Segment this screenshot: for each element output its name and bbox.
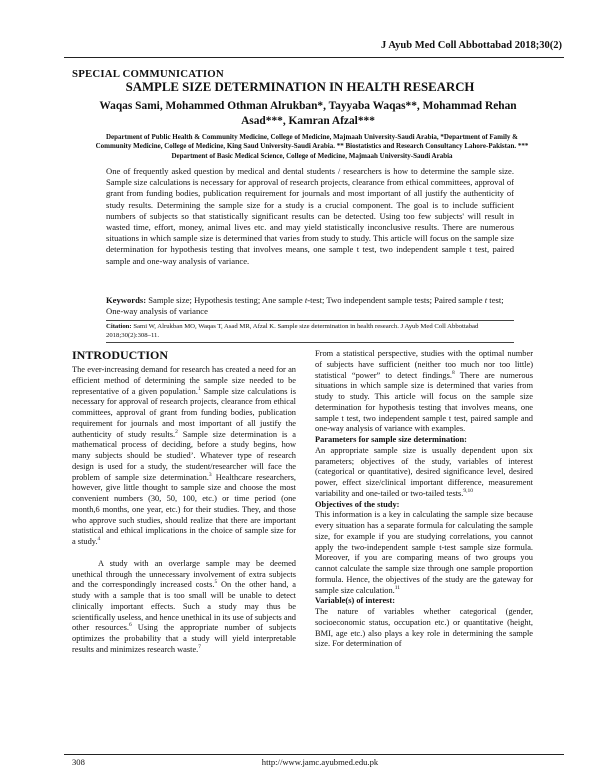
- authors-line-1: Waqas Sami, Mohammed Othman Alrukban*, Tayyaba Waqas**, Mohammad Rehan: [99, 100, 517, 112]
- keywords-text: -test; Two independent sample tests; Paired sample: [307, 295, 485, 305]
- journal-header: J Ayub Med Coll Abbottabad 2018;30(2): [381, 40, 562, 51]
- text-run: There are numerous situations in which sample size is determined that varies from study to study. This article will focus on the sample size determination for hypothesis testing that involves means, one sample t test, two independent sample t test, paired sample and one-way analysis of variance with examples.: [315, 370, 533, 434]
- reference-mark: 9,10: [463, 487, 474, 494]
- right-column: [315, 349, 533, 650]
- objectives-heading: Objectives of the study:: [315, 499, 400, 509]
- reference-mark: 4: [97, 536, 101, 543]
- objectives-paragraph: [315, 510, 533, 596]
- keywords-italic-t: t: [484, 295, 488, 305]
- reference-mark: 7: [198, 643, 202, 650]
- keywords-text: test; One-way analysis of variance: [106, 295, 504, 317]
- citation-rule-bottom: [106, 342, 514, 343]
- footer-rule: [64, 754, 564, 755]
- text-run: Using the appropriate number of subjects optimizes the probability that a study will yield interpretable results and minimizes research waste.: [72, 623, 296, 654]
- intro-paragraph-2: [72, 559, 296, 656]
- header-rule: [64, 57, 564, 58]
- text-run: Sample size calculations is necessary for approval of research projects, clearance from ethical committees, approval of grant from funding bodies, publication requirement for journals and most important of all justify the authenticity of study results.: [72, 386, 296, 439]
- text-run: This information is a key in calculating the sample size because every situation has a separate formula for calculating the sample size, for example if you are studying correlations, you cannot apply the two-independent sample t-test sample size formula. Moreover, if you are comparing means of two groups you cannot calculate the sample size through one sample proportion formula. Hence, the objectives of the study are the gateway for sample size calculation.: [315, 510, 533, 595]
- text-run: Sample size determination is a mathematical process of deciding, before a study begins, how many subjects should be studied’. Whatever type of research design is used for a study, the student/researcher will face the problem of sample size determination.: [72, 429, 296, 482]
- text-run: On the other hand, a study with a sample that is too small will be unable to detect clinically important effects. Such a study may thus be scientifically useless, and hence unethical in its use of subjects and other resources.: [72, 580, 296, 633]
- keywords: [106, 295, 514, 317]
- citation-label: Citation:: [106, 323, 132, 330]
- text-run: A study with an overlarge sample may be deemed unethical through the unnecessary involvement of extra subjects and the correspondingly increased costs.: [72, 558, 296, 590]
- reference-mark: 5: [214, 579, 218, 586]
- reference-mark: 6: [128, 622, 132, 629]
- params-paragraph: [315, 446, 533, 500]
- text-run: An appropriate sample size is usually dependent upon six parameters; objectives of the study, variables of interest (categorical or quantitative), desired significance level, desired power, effect size/clinical important difference, measurement variability and one-tailed or two-tailed tests.: [315, 445, 533, 498]
- section-label: SPECIAL COMMUNICATION: [72, 68, 224, 80]
- citation-rule-top: [106, 320, 514, 321]
- journal-url[interactable]: http://www.jamc.ayubmed.edu.pk: [261, 757, 379, 767]
- citation-text: Sami W, Alrukban MO, Waqas T, Asad MR, Afzal K. Sample size determination in health research. J Ayub Med Coll Abbottabad 2018;30(2):308–11.: [106, 323, 479, 339]
- intro-paragraph-3: [315, 349, 533, 435]
- params-heading: Parameters for sample size determination:: [315, 435, 467, 444]
- reference-mark: 2: [175, 428, 178, 435]
- reference-mark: 1: [197, 385, 201, 392]
- abstract: One of frequently asked question by medical and dental students / researchers is how to determine the sample size. Sample size calculations is necessary for approval of research projects, clearance from ethical committees, approval of grant from funding bodies, publication requirement for journals and most important of all justify the authenticity of study results. Determining the sample size for a study is a crucial component. The goal is to include sufficient numbers of subjects so that statistically significant results can be detected. Using too few subjects' will result in wasted time, effort, money, animal lives etc. and may yield statistically inconclusive results. There are numerous situations in which sample size is determined that varies from study to study. This article will focus on the sample size determination for hypothesis testing that involves means, one sample t test, two independent sample t test, paired sample and one-way analysis of variance.: [106, 166, 514, 266]
- left-column: [72, 365, 296, 656]
- keywords-label: Keywords:: [106, 295, 147, 305]
- text-run: From a statistical perspective, studies with the optimal number of subjects have sufficient (neither too much nor too little) statistical “power” to detect findings.: [315, 349, 533, 380]
- intro-paragraph-1: [72, 365, 296, 548]
- keywords-italic-t: t: [304, 295, 308, 305]
- page-number: 308: [72, 757, 85, 767]
- article-title: SAMPLE SIZE DETERMINATION IN HEALTH RESEARCH: [125, 80, 475, 94]
- affiliations: Department of Public Health & Community Medicine, College of Medicine, Majmaah University-Saudi Arabia, *Department of Family & Community Medicine, College of Medicine, King Saud University-Saudi Arabia. ** Biostatistics and Research Consultancy Lahore-Pakistan. *** Department of Basic Medical Science, College of Medicine, Majmaah University-Saudi Arabia: [95, 133, 529, 160]
- citation: [106, 323, 514, 341]
- reference-mark: 8: [451, 369, 455, 376]
- variables-heading: Variable(s) of interest:: [315, 596, 396, 606]
- authors-line-2: Asad***, Kamran Afzal***: [241, 115, 375, 127]
- reference-mark: 3: [208, 471, 212, 478]
- intro-heading: INTRODUCTION: [72, 348, 169, 362]
- reference-mark: 11: [394, 584, 401, 591]
- author-list: [60, 99, 556, 129]
- text-run: Healthcare researchers, however, give little thought to sample size and choose the most convenient numbers (30, 50, 100, etc.) or time period (one month,6 months, one year, etc.) for their studies. They, and those who approve such studies, should realize that there are important statistical and ethical implications in the choice of sample size for a study.: [72, 472, 296, 546]
- text-run: The ever-increasing demand for research has created a need for an efficient method of determining the sample size needed to be representative of a given population.: [72, 365, 296, 396]
- keywords-text: Sample size; Hypothesis testing; Ane sample: [146, 295, 305, 305]
- variables-paragraph: The nature of variables whether categorical (gender, socioeconomic status, occupation etc.) or quantitative (height, BMI, age etc.) also plays a key role in determining the sample size. For determination of: [315, 607, 533, 649]
